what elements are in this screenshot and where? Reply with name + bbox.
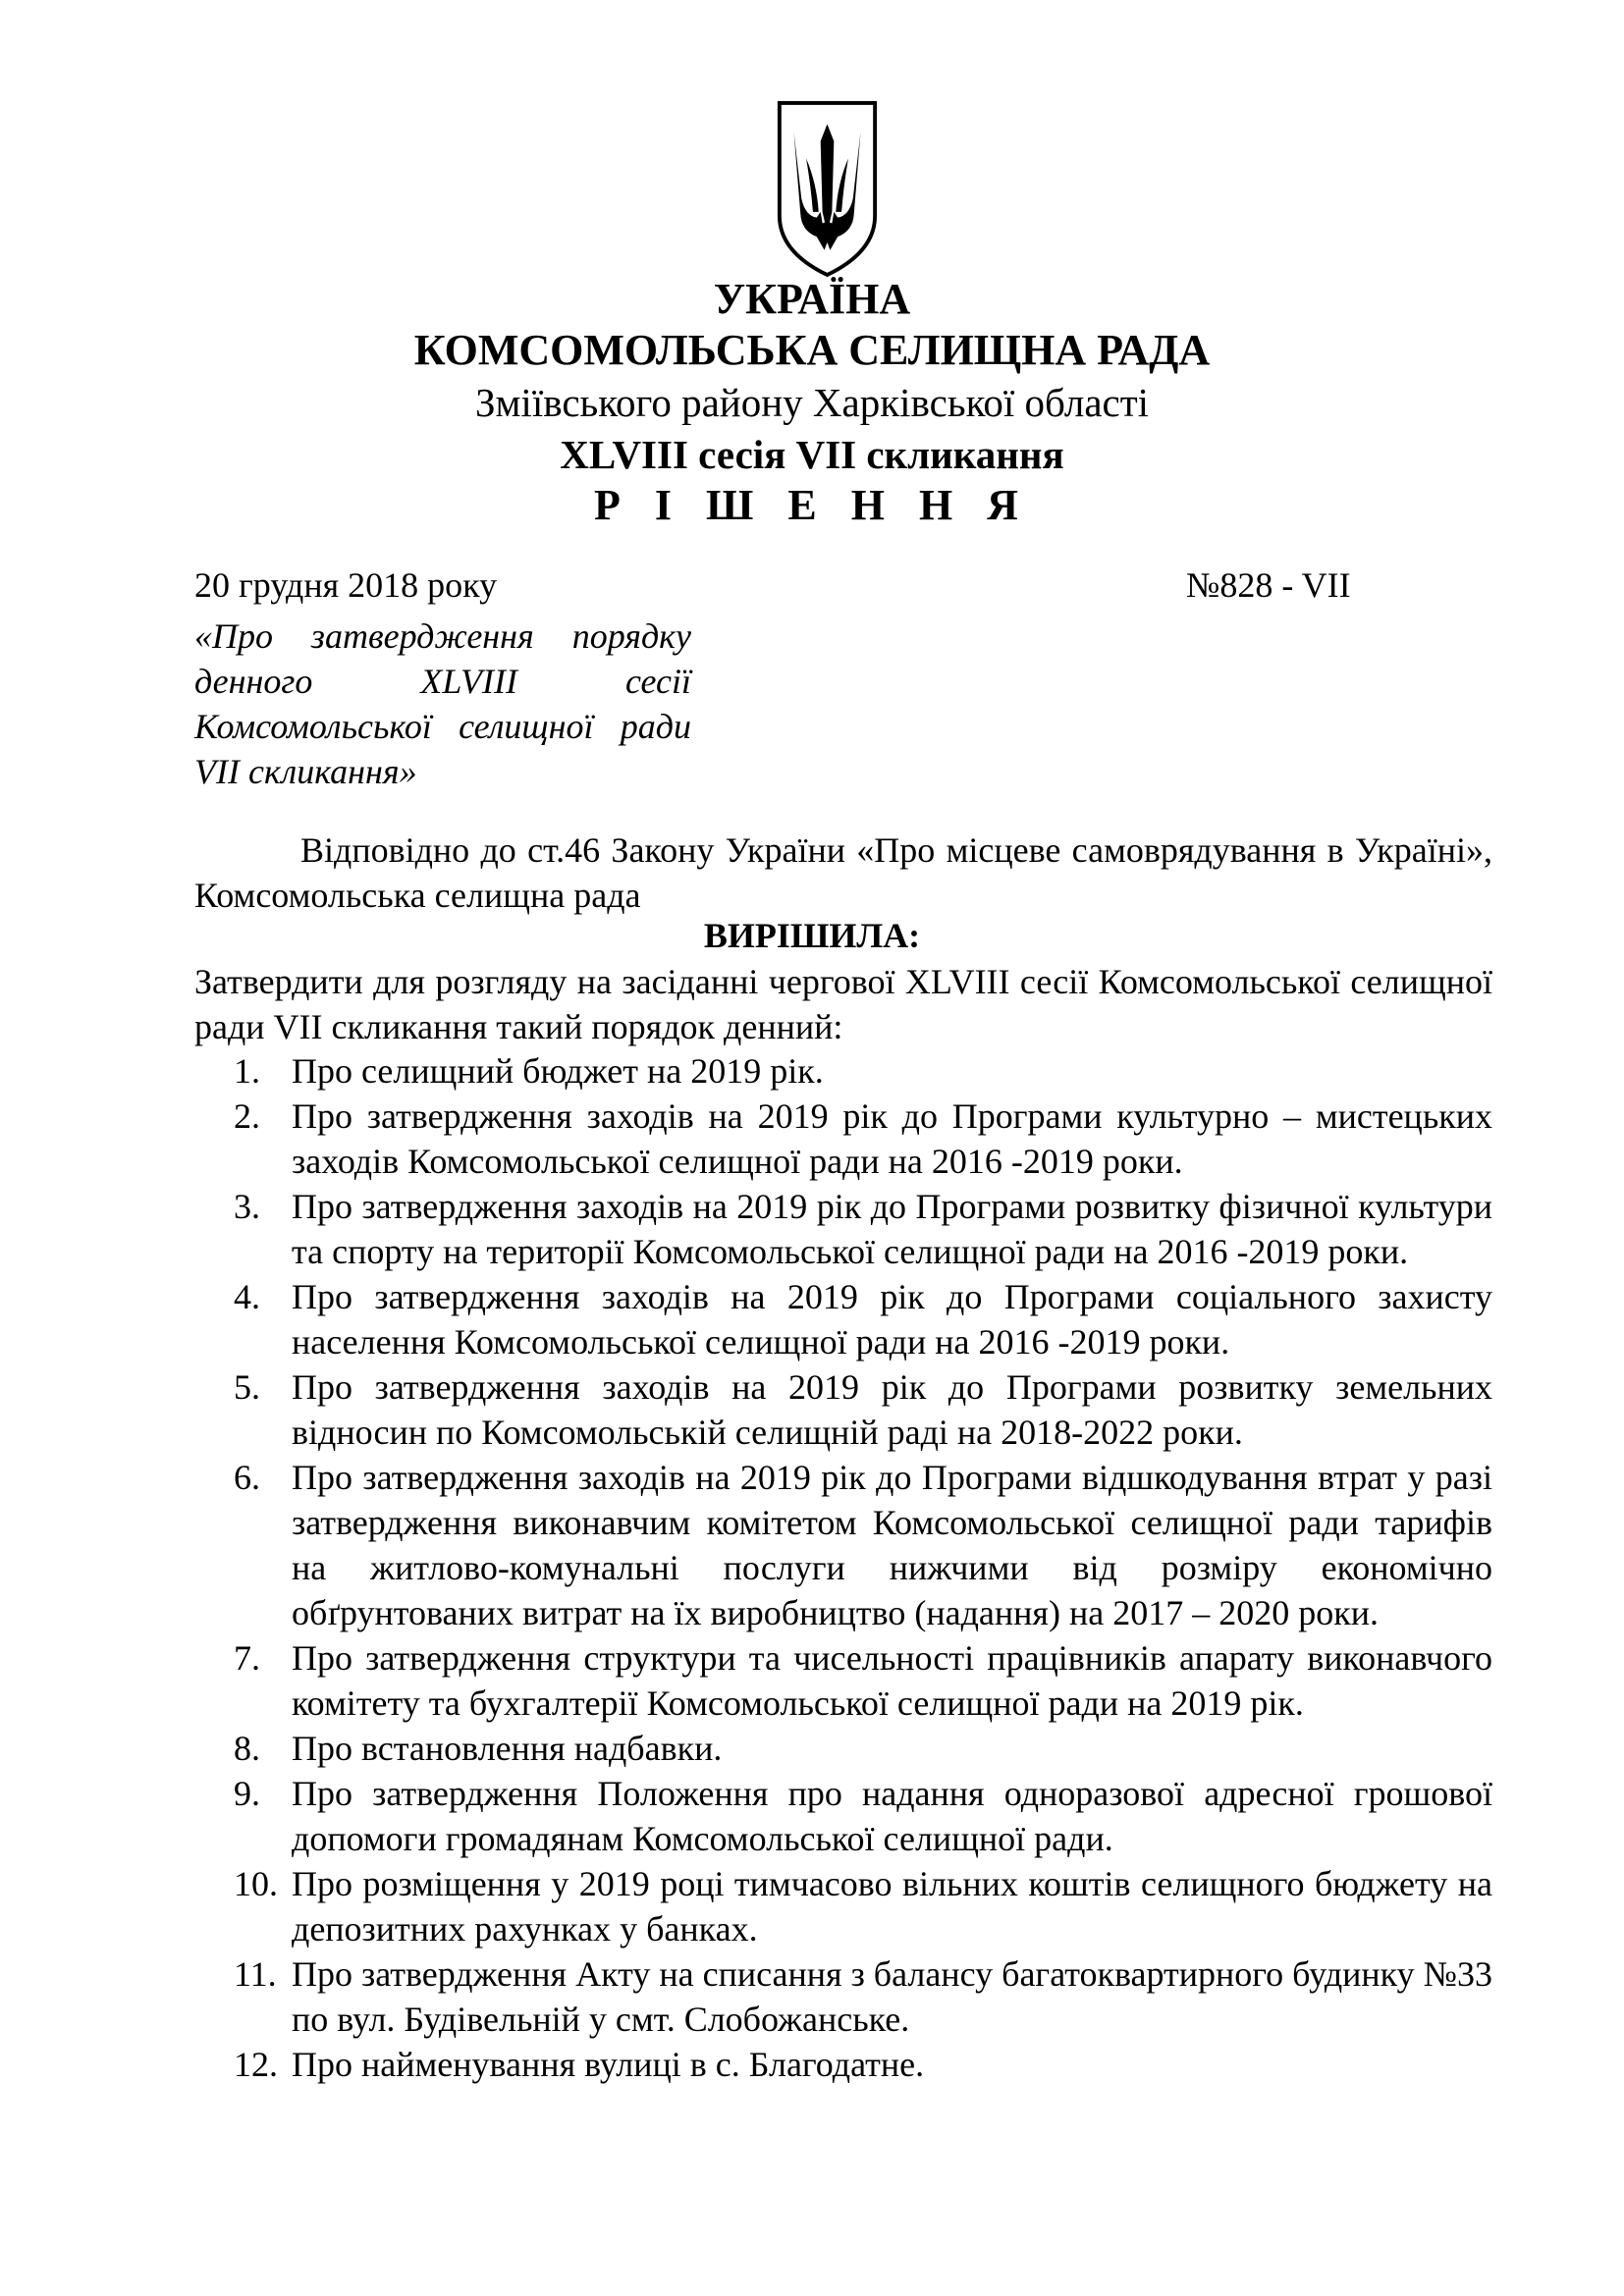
header-district: Зміївського району Харківської області	[474, 380, 1150, 425]
agenda-item	[0, 1184, 1624, 1274]
agenda-item	[0, 1455, 1624, 1635]
agenda-item-number: 9.	[234, 1774, 260, 1813]
agenda-item-text: Про затвердження заходів на 2019 рік до Програми культурно – мистецьких заходів Комсомольської селищної ради на 2016 -2019 роки.	[292, 1096, 1492, 1181]
agenda-item-text: Про затвердження Положення про надання одноразової адресної грошової допомоги громадянам Комсомольської селищної ради.	[292, 1774, 1492, 1858]
decision-subject: «Про затвердження порядку денного XLVIII сесії Комсомольської селищної ради VII скликання»	[194, 616, 691, 791]
agenda-item-text: Про затвердження заходів на 2019 рік до Програми відшкодування втрат у разі затвердження виконавчим комітетом Комсомольської селищної ради тарифів на житлово-комунальні послуги нижчими від розміру економічно обґрунтованих витрат на їх виробництво (надання) на 2017 – 2020 роки.	[292, 1458, 1492, 1632]
agenda-item	[0, 1861, 1624, 1951]
agenda-item	[0, 1771, 1624, 1861]
agenda-item	[0, 1951, 1624, 2042]
header-council-name: КОМСОМОЛЬСЬКА СЕЛИЩНА РАДА	[413, 326, 1211, 374]
agenda-item-number: 3.	[234, 1187, 260, 1226]
agenda-item-number: 2.	[234, 1096, 260, 1136]
agenda-item	[0, 1048, 1624, 1094]
agenda-item-number: 6.	[234, 1458, 260, 1497]
decision-date: 20 грудня 2018 року	[194, 565, 498, 605]
resolved-heading: ВИРІШИЛА:	[703, 916, 921, 955]
decision-number: №828 - VІІ	[1186, 565, 1351, 605]
agenda-item-text: Про розміщення у 2019 році тимчасово вільних коштів селищного бюджету на депозитних рахунках у банках.	[292, 1864, 1492, 1949]
agenda-item-text: Про селищний бюджет на 2019 рік.	[292, 1051, 824, 1091]
agenda-item	[0, 1635, 1624, 1726]
document-type-title: Р І Ш Е Н Н Я	[594, 481, 1030, 529]
agenda-item-number: 8.	[234, 1729, 260, 1768]
agenda-item-text: Про затвердження заходів на 2019 рік до Програми розвитку земельних відносин по Комсомольській селищній раді на 2018-2022 роки.	[292, 1367, 1492, 1452]
agenda-item	[0, 2042, 1624, 2087]
agenda-item-text: Про затвердження заходів на 2019 рік до Програми соціального захисту населення Комсомольської селищної ради на 2016 -2019 роки.	[292, 1277, 1492, 1362]
header-country: УКРАЇНА	[713, 275, 911, 323]
agenda-item	[0, 1094, 1624, 1184]
agenda-item-number: 4.	[234, 1277, 260, 1316]
agenda-item-number: 5.	[234, 1367, 260, 1407]
agenda-item-text: Про затвердження Акту на списання з балансу багатоквартирного будинку №33 по вул. Будівельній у смт. Слобожанське.	[292, 1954, 1492, 2039]
agenda-item-number: 10.	[234, 1864, 278, 1903]
agenda-item	[0, 1274, 1624, 1364]
agenda-item	[0, 1726, 1624, 1771]
agenda-item-text: Про найменування вулиці в с. Благодатне.	[292, 2045, 925, 2084]
agenda-list	[0, 1048, 1624, 2087]
agenda-item-number: 12.	[234, 2045, 278, 2084]
agenda-item-text: Про затвердження заходів на 2019 рік до Програми розвитку фізичної культури та спорту на території Комсомольської селищної ради на 2016 -2019 роки.	[292, 1187, 1492, 1271]
agenda-item-number: 7.	[234, 1638, 260, 1678]
header-session: XLVIII сесія VII скликання	[560, 432, 1064, 477]
agenda-intro-paragraph: Затвердити для розгляду на засіданні чергової XLVIII сесії Комсомольської селищної ради VII скликання такий порядок денний:	[194, 962, 1492, 1046]
agenda-item-number: 11.	[234, 1954, 277, 1994]
agenda-item	[0, 1364, 1624, 1455]
legal-basis-paragraph: Відповідно до ст.46 Закону України «Про місцеве самоврядування в Україні», Комсомольська селищна рада	[194, 830, 1492, 915]
agenda-item-text: Про встановлення надбавки.	[292, 1729, 723, 1768]
tryzub-emblem-icon	[775, 99, 880, 279]
agenda-item-number: 1.	[234, 1051, 260, 1091]
agenda-item-text: Про затвердження структури та чисельності працівників апарату виконавчого комітету та бухгалтерії Комсомольської селищної ради на 2019 рік.	[292, 1638, 1492, 1723]
